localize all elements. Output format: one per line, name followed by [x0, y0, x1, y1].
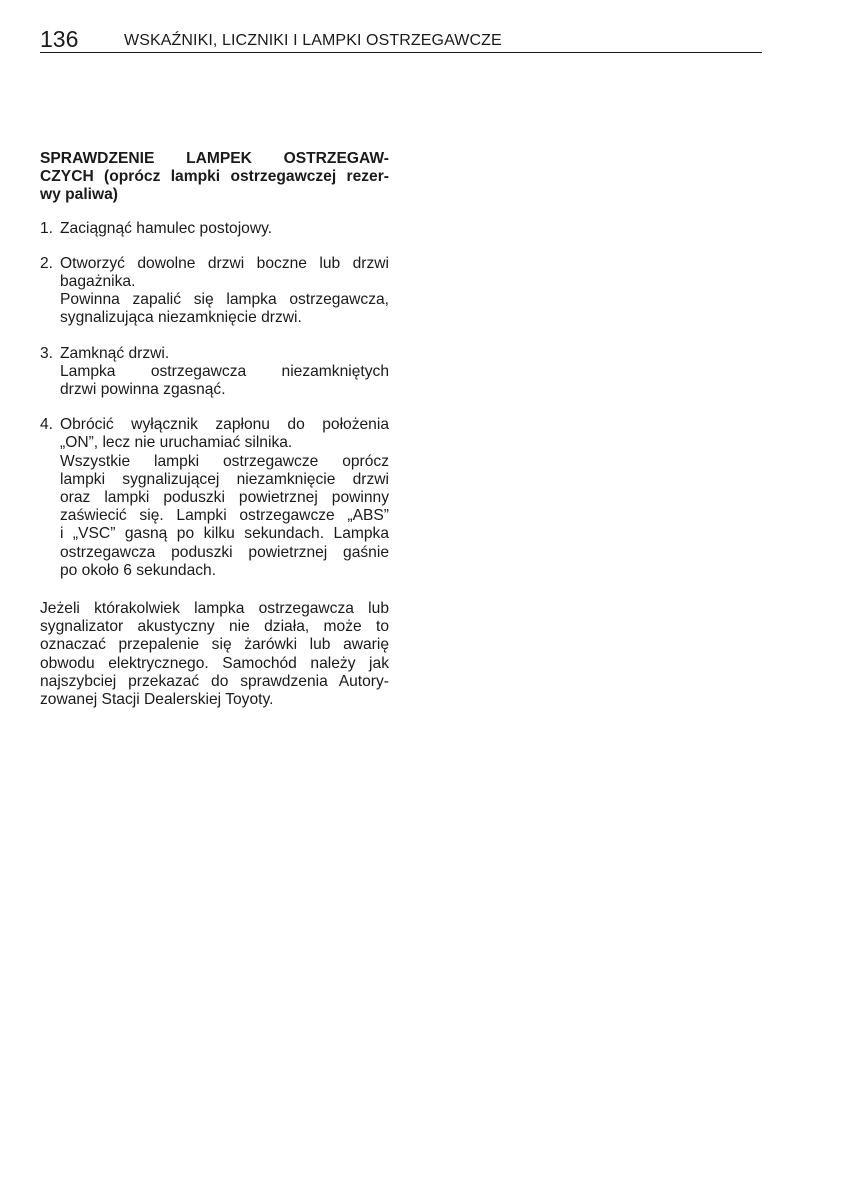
step-text [60, 416, 389, 580]
subsection-heading [40, 150, 389, 205]
step-line: lampki sygnalizującej niezamknięcie drzwi [60, 470, 389, 488]
step-3 [40, 345, 389, 400]
step-number: 4. [40, 416, 54, 434]
closing-line: zowanej Stacji Dealerskiej Toyoty. [40, 691, 274, 709]
step-line: po około 6 sekundach. [60, 561, 217, 579]
step-line: sygnalizująca niezamknięcie drzwi. [60, 309, 302, 327]
step-line: Otworzyć dowolne drzwi boczne lub drzwi [60, 254, 389, 272]
step-2 [40, 255, 389, 328]
step-line: Powinna zapalić się lampka ostrzegawcza, [60, 291, 389, 309]
step-line: „ON”, lecz nie uruchamiać silnika. [60, 434, 293, 452]
step-number: 1. [40, 219, 54, 237]
step-line: i „VSC” gasną po kilku sekundach. Lampka [60, 525, 389, 543]
step-line: Zamknąć drzwi. [60, 344, 170, 362]
closing-line: najszybciej przekazać do sprawdzenia Autory- [40, 672, 389, 690]
step-line: bagażnika. [60, 273, 136, 291]
step-number: 2. [40, 254, 54, 272]
step-line: drzwi powinna zgasnąć. [60, 381, 226, 399]
step-line: oraz lampki poduszki powietrznej powinny [60, 489, 389, 507]
closing-line: oznaczać przepalenie się żarówki lub awarię [40, 636, 389, 654]
section-title: WSKAŹNIKI, LICZNIKI I LAMPKI OSTRZEGAWCZE [124, 32, 502, 49]
step-text [60, 345, 389, 400]
page-number: 136 [40, 26, 79, 52]
step-line: Obrócić wyłącznik zapłonu do położenia [60, 416, 389, 434]
step-text [60, 220, 389, 238]
closing-paragraph [40, 600, 389, 709]
heading-line: CZYCH (oprócz lampki ostrzegawczej rezer- [40, 168, 389, 186]
step-1 [40, 220, 389, 238]
step-line: Zaciągnąć hamulec postojowy. [60, 219, 273, 237]
step-line: Lampka ostrzegawcza niezamkniętych [60, 362, 389, 380]
page-header [40, 26, 762, 53]
closing-line: obwodu elektrycznego. Samochód należy jak [40, 654, 389, 672]
heading-line: wy paliwa) [40, 186, 118, 204]
step-line: zaświecić się. Lampki ostrzegawcze „ABS” [60, 507, 389, 525]
step-line: ostrzegawcza poduszki powietrznej gaśnie [60, 543, 389, 561]
step-number: 3. [40, 344, 54, 362]
step-text [60, 255, 389, 328]
step-line: Wszystkie lampki ostrzegawcze oprócz [60, 452, 389, 470]
closing-line: sygnalizator akustyczny nie działa, może to [40, 618, 389, 636]
closing-line: Jeżeli którakolwiek lampka ostrzegawcza lub [40, 600, 389, 618]
step-4 [40, 416, 389, 580]
heading-line: SPRAWDZENIE LAMPEK OSTRZEGAW- [40, 150, 389, 167]
main-content [40, 150, 389, 709]
